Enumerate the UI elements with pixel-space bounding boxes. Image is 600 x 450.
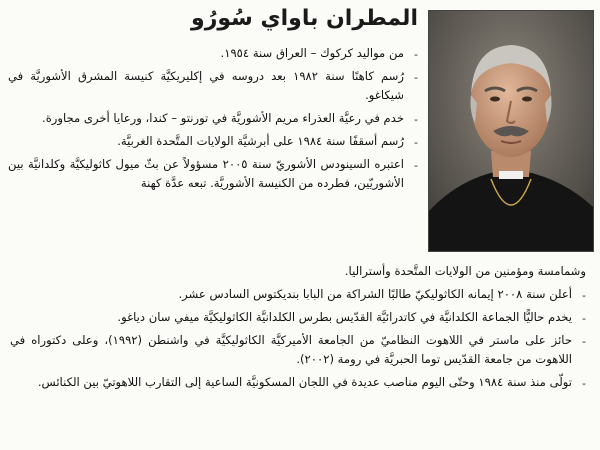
list-item-text: وشمامسة ومؤمنين من الولايات المتَّحدة وأستراليا. — [344, 264, 586, 278]
list-item-continuation — [10, 262, 586, 281]
bullet-dash-icon: - — [582, 312, 586, 325]
list-item — [10, 308, 586, 327]
bullet-dash-icon: - — [414, 136, 418, 149]
list-item — [8, 67, 418, 105]
list-item-text: رُسم كاهنًا سنة ١٩٨٢ بعد دروسه في إكليريكيَّة كنيسة المشرق الأشوريَّة في شيكاغو. — [8, 69, 404, 102]
list-item-text: يخدم حاليًّا الجماعة الكلدانيَّة في كاتدرائيَّة القدّيس بطرس الكلدانيَّة الكاثوليكيَّة ميفي سان دياغو. — [117, 310, 572, 324]
bullet-dash-icon: - — [414, 159, 418, 172]
bullet-dash-icon: - — [414, 113, 418, 126]
list-item — [10, 285, 586, 304]
list-item-text: خدم في رعيَّة العذراء مريم الأشوريَّة في تورنتو – كندا، ورعايا أخرى مجاورة. — [42, 111, 404, 125]
bullet-dash-icon: - — [414, 71, 418, 84]
portrait-photo — [428, 10, 594, 252]
list-item — [10, 373, 586, 392]
biography-list-bottom — [10, 262, 586, 396]
list-item-text: أعلن سنة ٢٠٠٨ إيمانه الكاثوليكيّ طالبًا الشراكة من البابا بنديكتوس السادس عشر. — [178, 287, 572, 301]
list-item — [10, 331, 586, 369]
list-item — [8, 44, 418, 63]
page-title: المطران باواي سُورُو — [191, 6, 418, 31]
bullet-dash-icon: - — [582, 377, 586, 390]
bullet-dash-icon: - — [414, 48, 418, 61]
list-item — [8, 109, 418, 128]
bullet-dash-icon: - — [582, 335, 586, 348]
list-item-text: حائز على ماستر في اللاهوت النظاميّ من الجامعة الأميركيَّة الكاثوليكيَّة في واشنطن (١٩٩٢)، وعلى دكتوراه في اللاهوت من جامعة القدّيس توما الحبريَّة في رومة (٢٠٠٢). — [10, 333, 573, 366]
bullet-dash-icon: - — [582, 289, 586, 302]
biography-list-top — [8, 44, 418, 197]
list-item-text: تولّى منذ سنة ١٩٨٤ وحتّى اليوم مناصب عديدة في اللجان المسكونيَّة الساعية إلى التقارب اللاهوتيّ بين الكنائس. — [37, 375, 572, 389]
portrait-icon — [429, 11, 593, 251]
list-item-text: رُسم أسقفًا سنة ١٩٨٤ على أبرشيَّة الولايات المتَّحدة الغربيَّة. — [117, 134, 404, 148]
list-item — [8, 155, 418, 193]
list-item — [8, 132, 418, 151]
list-item-text: من مواليد كركوك – العراق سنة ١٩٥٤. — [220, 46, 404, 60]
list-item-text: اعتبره السينودس الأشوريّ سنة ٢٠٠٥ مسؤولاً عن بثّ ميول كاثوليكيَّة وكلدانيَّة بين الأشوريّين، فطرده من الكنيسة الأشوريَّة. تبعه عدَّة كهنة — [8, 157, 405, 190]
